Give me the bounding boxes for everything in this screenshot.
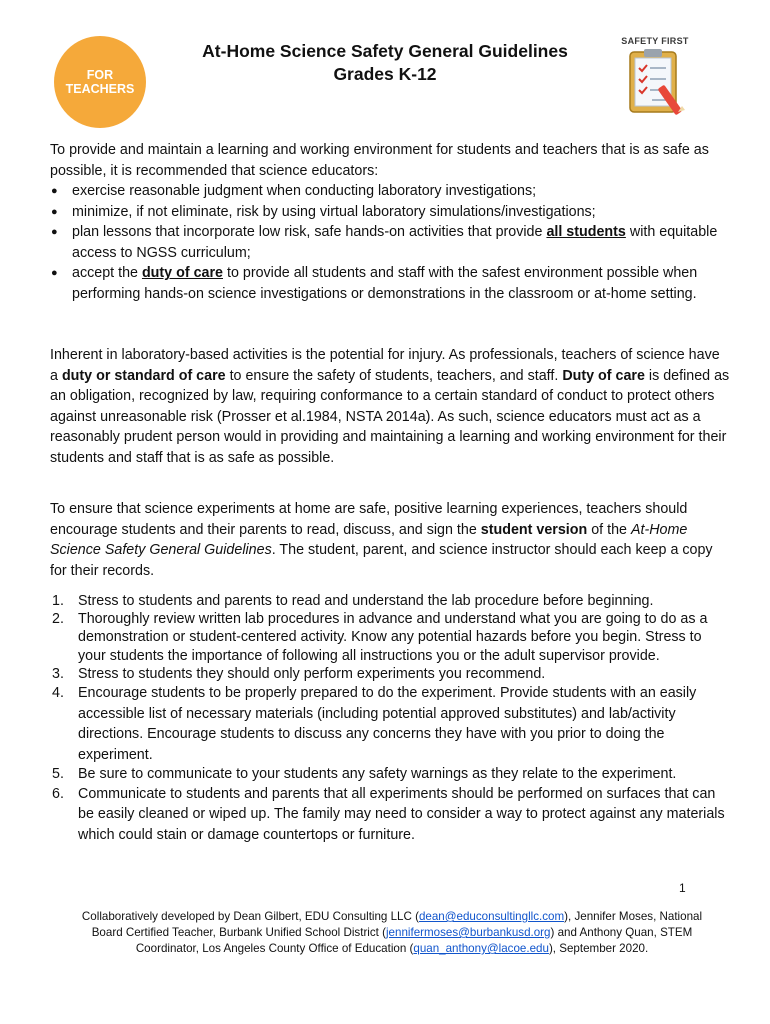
- all-students-emphasis: all students: [546, 224, 626, 241]
- text-run: is defined as an obligation, recognized by law, requiring conformance to a certain standard of conduct to protect others against unreasonable risk (Prosser et al.1984, NSTA 2014a). As such, science educators must act as a reasonably prudent person would in providing and maintaining a learning and working environment for their students and staff that is as safe as possible.: [50, 367, 730, 466]
- list-item: [50, 181, 730, 202]
- email-link-dean[interactable]: dean@educonsultingllc.com: [418, 910, 565, 923]
- duty-of-care-emphasis: duty of care: [141, 265, 223, 282]
- text-run: Collaboratively developed by Dean Gilbert, EDU Consulting LLC (: [81, 910, 419, 923]
- step-number: 1.: [52, 593, 64, 609]
- step-number: 3.: [52, 665, 64, 682]
- text-run: Inherent in laboratory-based activities is the potential for injury. As professionals, teachers of science have a: [50, 347, 720, 384]
- guideline-bullet-list: [50, 181, 730, 305]
- intro-paragraph: To provide and maintain a learning and working environment for students and teachers that is as safe as possible, it is recommended that science educators:: [50, 142, 709, 179]
- step-text: Stress to students and parents to read and understand the lab procedure before beginning.: [78, 593, 654, 609]
- list-item: [50, 765, 730, 783]
- step-text: Stress to students they should only perform experiments you recommend.: [78, 665, 546, 682]
- bold-text: student version: [480, 521, 588, 538]
- title-line-2: Grades K-12: [333, 64, 437, 84]
- list-item: [50, 592, 730, 610]
- bullet-text: to provide all students and staff with the safest environment possible when performing hands-on science investigations or demonstrations in the classroom or at-home setting.: [72, 265, 698, 302]
- text-run: ), September 2020.: [548, 942, 649, 955]
- text-run: ), Jennifer Moses, National Board Certified Teacher, Burbank Unified School District (: [91, 910, 703, 939]
- bullet-text: accept the: [72, 265, 142, 282]
- text-run: ) and Anthony Quan, STEM Coordinator, Los Angeles County Office of Education (: [135, 926, 693, 955]
- bold-text: duty or standard of care: [61, 367, 226, 384]
- bold-text: Duty of care: [562, 367, 645, 384]
- footer-credits: [72, 909, 712, 957]
- clipboard-icon: [612, 36, 698, 122]
- safety-first-label: SAFETY FIRST: [621, 36, 689, 46]
- step-text: Communicate to students and parents that all experiments should be performed on surfaces that can be easily cleaned or wiped up. The family may need to consider a way to protect against any materials which could stain or damage countertops or furniture.: [78, 785, 725, 843]
- text-run: to ensure the safety of students, teachers, and staff.: [225, 367, 563, 384]
- step-number: 2.: [52, 611, 64, 628]
- list-item: [50, 610, 730, 665]
- email-link-anthony[interactable]: quan_anthony@lacoe.edu: [413, 942, 549, 955]
- for-teachers-badge: [54, 36, 146, 128]
- step-number: 5.: [52, 766, 64, 783]
- bullet-text: minimize, if not eliminate, risk by using virtual laboratory simulations/investigations;: [72, 203, 596, 220]
- text-run: To ensure that science experiments at home are safe, positive learning experiences, teachers should encourage students and their parents to read, discuss, and sign the: [50, 501, 688, 538]
- list-item: [50, 263, 730, 304]
- step-text: Thoroughly review written lab procedures in advance and understand what you are going to do as a demonstration or student-centered activity. Know any potential hazards before you begin. Stress to your students the importance of following all instructions you or the adult supervisor provide.: [78, 611, 708, 664]
- step-number: 4.: [52, 685, 64, 702]
- text-run: . The student, parent, and science instructor should each keep a copy for their records.: [50, 542, 713, 579]
- student-version-paragraph: [50, 499, 730, 581]
- bullet-text: with equitable access to NGSS curriculum;: [72, 224, 718, 261]
- italic-text: At-Home Science Safety General Guidelines: [50, 521, 688, 559]
- badge-line-1: FOR: [86, 68, 114, 82]
- list-item: [50, 202, 730, 223]
- text-run: of the: [587, 521, 631, 538]
- numbered-steps-list: [50, 592, 730, 845]
- step-text: Be sure to communicate to your students any safety warnings as they relate to the experiment.: [78, 766, 677, 783]
- bullet-text: plan lessons that incorporate low risk, safe hands-on activities that provide: [72, 224, 547, 241]
- list-item: [50, 784, 730, 846]
- page-title: [150, 40, 620, 86]
- badge-line-2: TEACHERS: [65, 82, 135, 96]
- bullet-text: exercise reasonable judgment when conducting laboratory investigations;: [72, 183, 537, 199]
- step-number: 6.: [52, 785, 64, 802]
- step-text: Encourage students to be properly prepared to do the experiment. Provide students with an easily accessible list of necessary materials (including potential approved substitutes) and lab/activity directions. Encourage students to discuss any concerns they have with you prior to doing the experiment.: [78, 685, 697, 763]
- list-item: [50, 222, 730, 263]
- safety-first-clipboard-icon: [612, 36, 698, 122]
- page-number: 1: [679, 881, 686, 895]
- list-item: [50, 665, 730, 683]
- title-line-1: At-Home Science Safety General Guidelines: [202, 41, 568, 61]
- email-link-jennifer[interactable]: jennifermoses@burbankusd.org: [385, 926, 551, 939]
- list-item: [50, 683, 730, 765]
- duty-of-care-paragraph: [50, 345, 730, 469]
